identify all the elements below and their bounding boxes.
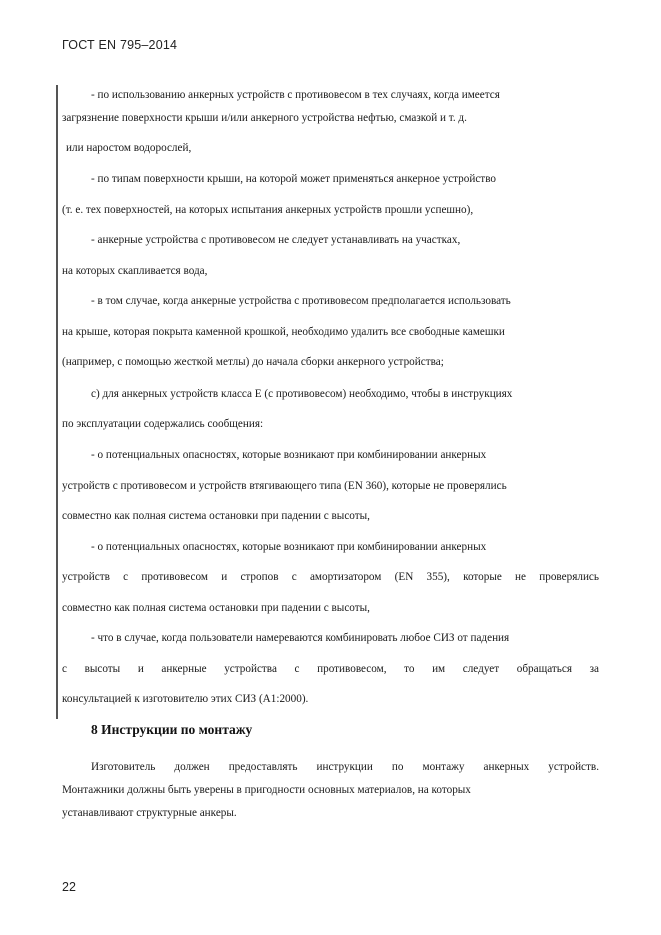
revision-change-bar [56,85,58,719]
text-line: устанавливают структурные анкеры. [62,807,237,819]
text-line: с) для анкерных устройств класса Е (с противовесом) необходимо, чтобы в инструкциях [91,388,513,400]
text-line: на которых скапливается вода, [62,265,208,277]
text-line: устройств с противовесом и стропов с амортизатором (EN 355), которые не проверялись [62,571,599,583]
section-heading: 8 Инструкции по монтажу [91,722,253,737]
text-line: совместно как полная система остановки при падении с высоты, [62,602,370,614]
text-line: устройств с противовесом и устройств втягивающего типа (EN 360), которые не проверялись [62,480,507,492]
text-line: - в том случае, когда анкерные устройства с противовесом предполагается использовать [91,295,511,307]
page-number: 22 [62,880,76,894]
text-line: (т. е. тех поверхностей, на которых испытания анкерных устройств прошли успешно), [62,204,474,216]
text-line: Изготовитель должен предоставлять инструкции по монтажу анкерных устройств. [91,761,599,773]
text-line: совместно как полная система остановки при падении с высоты, [62,510,370,522]
text-line: по эксплуатации содержались сообщения: [62,418,264,430]
text-line: Монтажники должны быть уверены в пригодности основных материалов, на которых [62,784,471,796]
text-line: - по типам поверхности крыши, на которой может применяться анкерное устройство [91,173,496,185]
text-line: - о потенциальных опасностях, которые возникают при комбинировании анкерных [91,449,487,461]
text-line: (например, с помощью жесткой метлы) до начала сборки анкерного устройства; [62,356,444,368]
text-line: консультацией к изготовителю этих СИЗ (A1:2000). [62,693,309,705]
text-line: на крыше, которая покрыта каменной крошкой, необходимо удалить все свободные камешки [62,326,505,338]
text-line: с высоты и анкерные устройства с противовесом, то им следует обращаться за [62,663,599,675]
text-line: или наростом водорослей, [66,142,192,154]
text-line: - по использованию анкерных устройств с противовесом в тех случаях, когда имеется [91,89,500,101]
standard-header: ГОСТ EN 795–2014 [62,38,178,52]
text-line: загрязнение поверхности крыши и/или анкерного устройства нефтью, смазкой и т. д. [62,112,467,124]
text-line: - о потенциальных опасностях, которые возникают при комбинировании анкерных [91,541,487,553]
text-line: - что в случае, когда пользователи намереваются комбинировать любое СИЗ от падения [91,632,510,644]
text-line: - анкерные устройства с противовесом не следует устанавливать на участках, [91,234,461,246]
